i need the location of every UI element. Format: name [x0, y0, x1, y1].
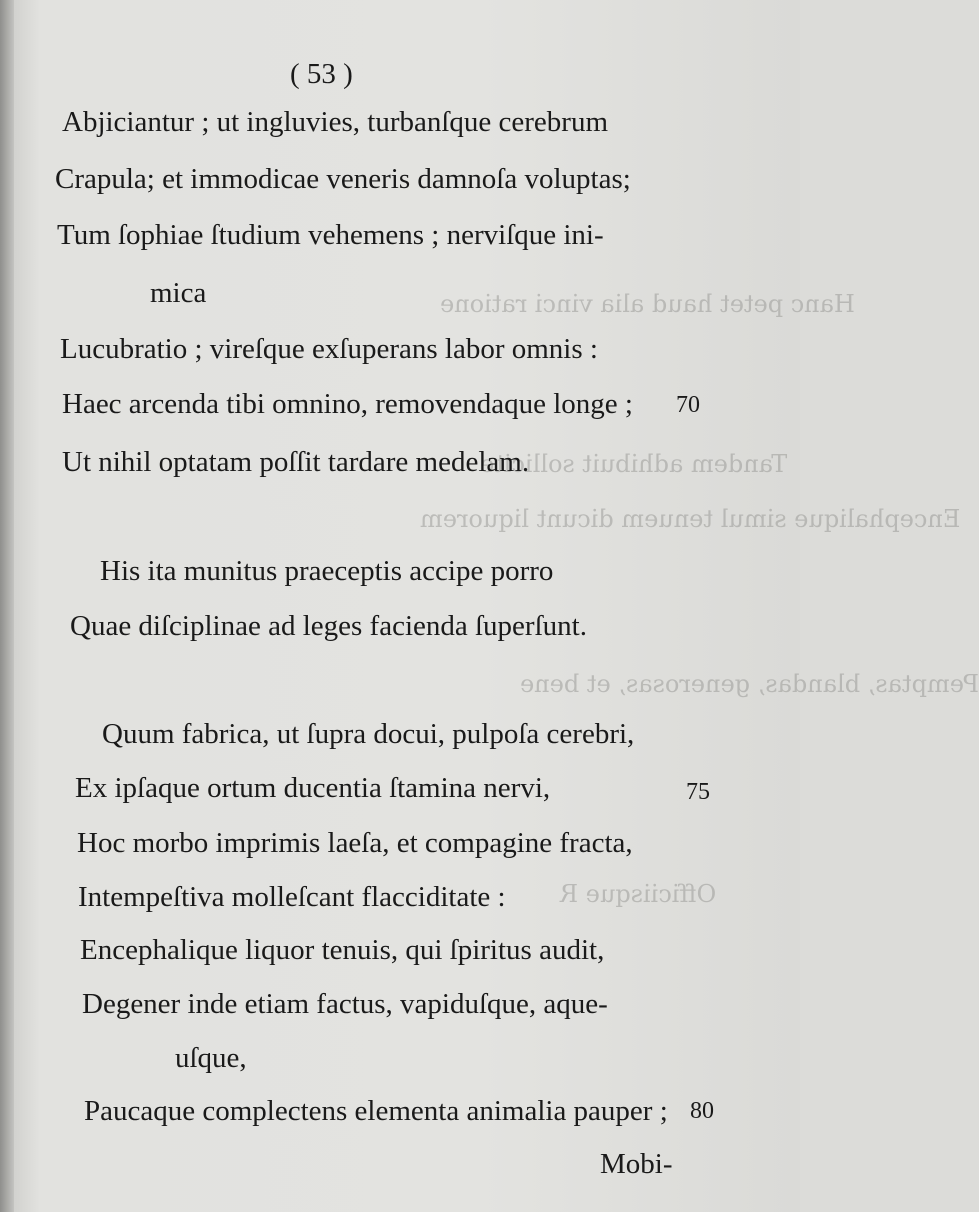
- page-number: ( 53 ): [290, 58, 353, 90]
- verse-line: Hoc morbo imprimis laeſa, et compagine fracta,: [77, 827, 633, 859]
- show-through-text: Officiisque R: [560, 880, 717, 908]
- verse-line: Abjiciantur ; ut ingluvies, turbanſque cerebrum: [62, 106, 609, 138]
- page-gutter: [0, 0, 14, 1212]
- verse-line: Degener inde etiam factus, vapiduſque, aque-: [82, 988, 608, 1020]
- show-through-text: Hanc petet haud alia vinci ratione: [440, 290, 855, 318]
- catchword: Mobi-: [600, 1148, 673, 1180]
- verse-line-continuation: uſque,: [175, 1042, 247, 1074]
- verse-line: Haec arcenda tibi omnino, removendaque longe ;: [62, 388, 633, 420]
- verse-line: Tum ſophiae ſtudium vehemens ; nerviſque ini-: [57, 219, 604, 251]
- verse-line: Paucaque complectens elementa animalia pauper ;: [84, 1095, 668, 1127]
- show-through-text: Tandem adhibuit sollicite: [480, 450, 788, 478]
- verse-line-continuation: mica: [150, 277, 207, 309]
- verse-line: Intempeſtiva molleſcant flacciditate :: [78, 881, 506, 913]
- verse-line: Quum fabrica, ut ſupra docui, pulpoſa cerebri,: [102, 718, 635, 750]
- line-number: 80: [690, 1098, 714, 1124]
- show-through-text: Pemptas, blandas, generosas, et bene: [520, 670, 979, 698]
- verse-line: Encephalique liquor tenuis, qui ſpiritus audit,: [80, 934, 605, 966]
- show-through-text: Encephalique simul tenuem dicunt liquorem: [420, 505, 961, 533]
- verse-line: Crapula; et immodicae veneris damnoſa voluptas;: [55, 163, 631, 195]
- verse-line: Ut nihil optatam poſſit tardare medelam.: [62, 446, 530, 478]
- verse-line: Quae diſciplinae ad leges facienda ſuperſunt.: [70, 610, 587, 642]
- verse-line: Lucubratio ; vireſque exſuperans labor omnis :: [60, 333, 598, 365]
- line-number: 70: [676, 392, 700, 418]
- verse-line: Ex ipſaque ortum ducentia ſtamina nervi,: [75, 772, 551, 804]
- verse-line: His ita munitus praeceptis accipe porro: [100, 555, 554, 587]
- line-number: 75: [686, 779, 710, 805]
